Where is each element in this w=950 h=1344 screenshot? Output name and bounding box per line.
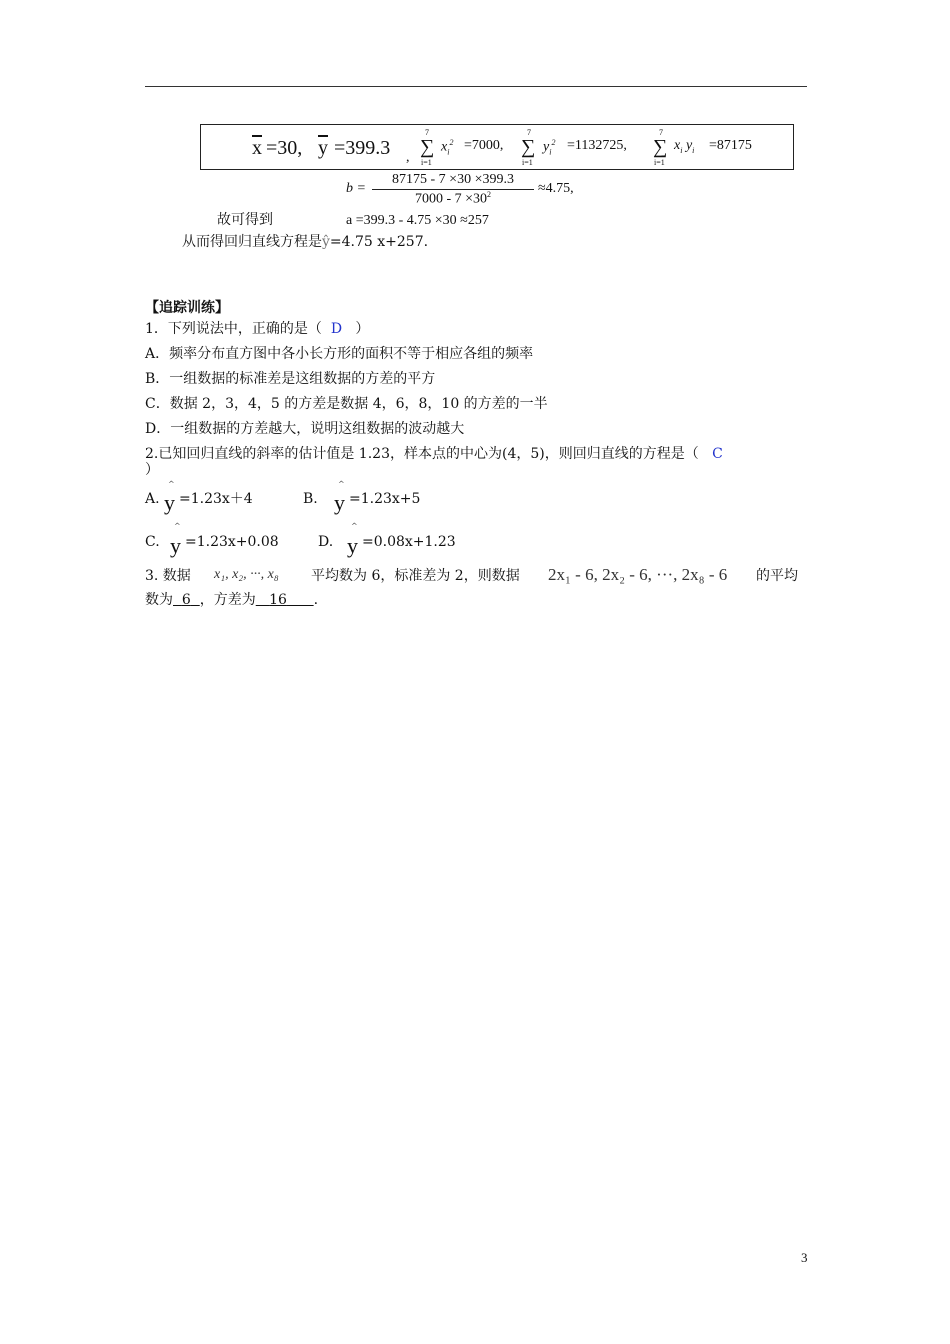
sum2-lower: i=1 xyxy=(522,158,533,167)
q3-second-line: 数为 6 ，方差为 16 . xyxy=(145,592,319,608)
q2-close-paren: ） xyxy=(145,462,159,478)
xbar-symbol: $\overline{x}$ xyxy=(252,137,262,159)
q2-option-d-y: y xyxy=(347,533,358,558)
sum1-lower: i=1 xyxy=(421,158,432,167)
q1-stem: 1．下列说法中，正确的是（ D ） xyxy=(145,321,370,337)
q3-part1: 3. 数据 xyxy=(145,568,191,584)
b-numerator: 87175 - 7 ×30 ×399.3 xyxy=(372,172,534,190)
q2-option-a-y: y xyxy=(164,490,175,515)
separator-comma: , xyxy=(406,150,410,165)
b-lhs: b = xyxy=(346,181,366,196)
sum2-value: =1132725, xyxy=(567,138,627,153)
sum1-term: $x_i^2$ xyxy=(441,138,454,157)
q1-option-d: D．一组数据的方差越大，说明这组数据的波动越大 xyxy=(145,421,465,437)
b-fraction xyxy=(372,172,534,208)
q2-answer: C xyxy=(712,446,723,462)
q2-option-b-label: B. xyxy=(303,491,318,507)
b-denominator: $7000 - 7 \times 30^2$ xyxy=(414,190,492,207)
b-rhs: ≈4.75, xyxy=(538,181,574,196)
q3-part2: 平均数为 6，标准差为 2，则数据 xyxy=(311,568,520,584)
sum1-value: =7000, xyxy=(464,138,504,153)
sum3-sigma-icon: ∑ xyxy=(653,136,668,158)
q1-option-c: C．数据 2，3，4，5 的方差是数据 4，6，8，10 的方差的一半 xyxy=(145,396,548,412)
sum1-upper: 7 xyxy=(425,128,429,137)
q2-option-d-eq: =0.08x+1.23 xyxy=(362,534,456,550)
q2-option-c-eq: =1.23x+0.08 xyxy=(185,534,279,550)
hat-mark: ^ xyxy=(168,480,175,489)
sum1-sigma-icon: ∑ xyxy=(420,136,435,158)
sum3-term: $x_i$ $y_i$ xyxy=(674,138,695,155)
sum3-lower: i=1 xyxy=(654,158,665,167)
sum2-upper: 7 xyxy=(527,128,531,137)
a-label: 故可得到 xyxy=(217,212,273,228)
hat-mark: ^ xyxy=(351,522,358,531)
q1-answer: D xyxy=(330,321,343,337)
q2-option-a-eq: =1.23x＋4 xyxy=(179,491,253,507)
q1-option-b: B．一组数据的标准差是这组数据的方差的平方 xyxy=(145,371,436,387)
q2-stem: 2.已知回归直线的斜率的估计值是 1.23，样本点的中心为(4，5)，则回归直线的方程是（ C xyxy=(145,446,723,462)
q2-option-c-label: C. xyxy=(145,534,160,550)
hat-mark: ^ xyxy=(338,480,345,489)
q3-part3: 的平均 xyxy=(756,568,798,584)
q3-answer-variance: 16 xyxy=(269,592,287,608)
q3-variables: x₁, x₂, ···, x₈ xyxy=(214,567,279,582)
q2-option-b-y: y xyxy=(334,490,345,515)
a-expression: a =399.3 - 4.75 ×30 ≈257 xyxy=(346,213,489,228)
ybar-value: =399.3 xyxy=(334,137,391,159)
xbar-value: =30, xyxy=(266,137,303,159)
sum3-value: =87175 xyxy=(709,138,752,153)
q2-option-b-eq: =1.23x+5 xyxy=(349,491,421,507)
ybar-symbol: $\overline{y}$ xyxy=(318,137,328,159)
q3-expression: 2x₁ - 6, 2x₂ - 6, ···, 2x₈ - 6 xyxy=(548,565,728,584)
page-number: 3 xyxy=(801,1250,808,1265)
q2-option-d-label: D. xyxy=(318,534,334,550)
sum2-sigma-icon: ∑ xyxy=(521,136,536,158)
sum2-term: $y_i^2$ xyxy=(543,138,556,157)
header-rule xyxy=(145,86,807,87)
sum3-upper: 7 xyxy=(659,128,663,137)
training-heading: 【追踪训练】 xyxy=(145,300,229,316)
regression-conclusion: 从而得回归直线方程是ŷ=4.75 x+257. xyxy=(182,234,429,250)
q2-option-a-label: A. xyxy=(145,491,160,507)
q3-answer-mean: 6 xyxy=(181,592,191,608)
hat-mark: ^ xyxy=(174,522,181,531)
q2-option-c-y: y xyxy=(170,533,181,558)
q1-option-a: A．频率分布直方图中各小长方形的面积不等于相应各组的频率 xyxy=(145,346,534,362)
